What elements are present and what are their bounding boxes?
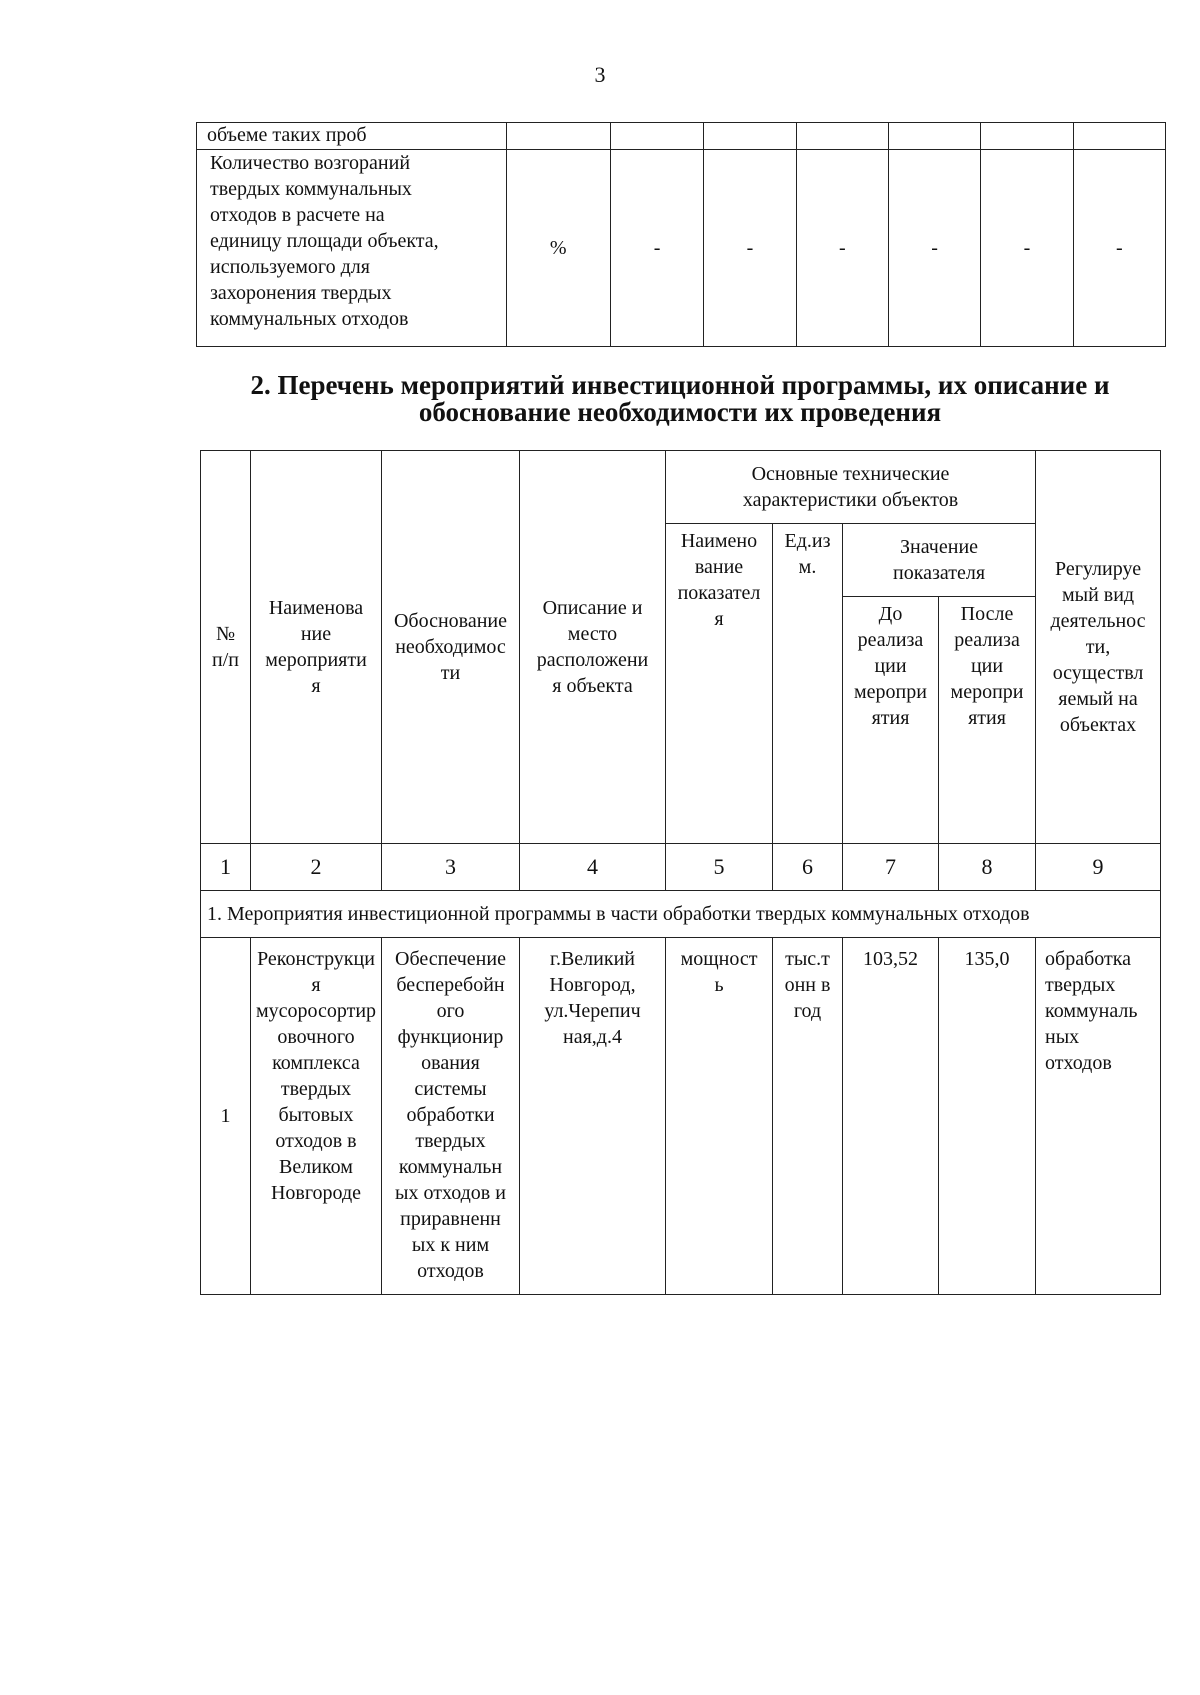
header-value-group: Значение показателя [843,524,1036,597]
column-number: 4 [520,844,666,891]
value-cell: - [796,150,888,347]
row-unit: тыс.т онн в год [773,938,843,1295]
row-num: 1 [201,938,251,1295]
column-number: 8 [939,844,1036,891]
column-numbers-row [201,844,1161,891]
continued-indicators-table [196,122,1166,347]
table-row [201,938,1161,1295]
section-heading: 2. Перечень мероприятий инвестиционной программы, их описание и обоснование необходимости их проведения [250,370,1110,427]
header-description: Описание и место расположени я объекта [520,451,666,844]
column-number: 9 [1036,844,1161,891]
value-cell: - [1073,150,1165,347]
column-number: 2 [251,844,382,891]
row-description: г.Великий Новгород, ул.Черепич ная,д.4 [520,938,666,1295]
page-number: 3 [594,62,606,87]
header-activity: Регулируе мый вид деятельнос ти, осуществл яемый на объектах [1036,451,1161,844]
value-cell: - [704,150,796,347]
investment-measures-table [200,450,1161,1295]
column-number: 5 [666,844,773,891]
header-row [201,451,1161,524]
value-cell: - [610,150,703,347]
value-cell: - [888,150,980,347]
indicator-label: объеме таких проб [197,123,507,150]
header-before: До реализа ции меропри ятия [843,597,939,844]
header-tech-group: Основные технические характеристики объектов [666,451,1036,524]
table-row [197,150,1166,347]
header-unit: Ед.из м. [773,524,843,844]
column-number: 6 [773,844,843,891]
column-number: 7 [843,844,939,891]
table-row [197,123,1166,150]
row-indicator: мощност ь [666,938,773,1295]
header-indicator-name: Наимено вание показател я [666,524,773,844]
row-justification: Обеспечение бесперебойн ого функционир ования системы обработки твердых коммунальн ых отходов и приравненн ых к ним отходов [382,938,520,1295]
indicator-label: Количество возгораний твердых коммунальных отходов в расчете на единицу площади объекта, используемого для захоронения твердых коммунальных отходов [197,150,507,347]
header-num: № п/п [201,451,251,844]
section-title: 1. Мероприятия инвестиционной программы в части обработки твердых коммунальных отходов [201,891,1161,938]
row-before-value: 103,52 [843,938,939,1295]
row-activity: обработка твердых коммуналь ных отходов [1036,938,1161,1295]
row-name: Реконструкци я мусоросортир овочного комплекса твердых бытовых отходов в Великом Новгороде [251,938,382,1295]
section-row [201,891,1161,938]
header-justification: Обоснование необходимос ти [382,451,520,844]
header-name: Наименова ние мероприяти я [251,451,382,844]
unit-cell: % [506,150,610,347]
row-after-value: 135,0 [939,938,1036,1295]
column-number: 3 [382,844,520,891]
header-after: После реализа ции меропри ятия [939,597,1036,844]
column-number: 1 [201,844,251,891]
value-cell: - [981,150,1073,347]
